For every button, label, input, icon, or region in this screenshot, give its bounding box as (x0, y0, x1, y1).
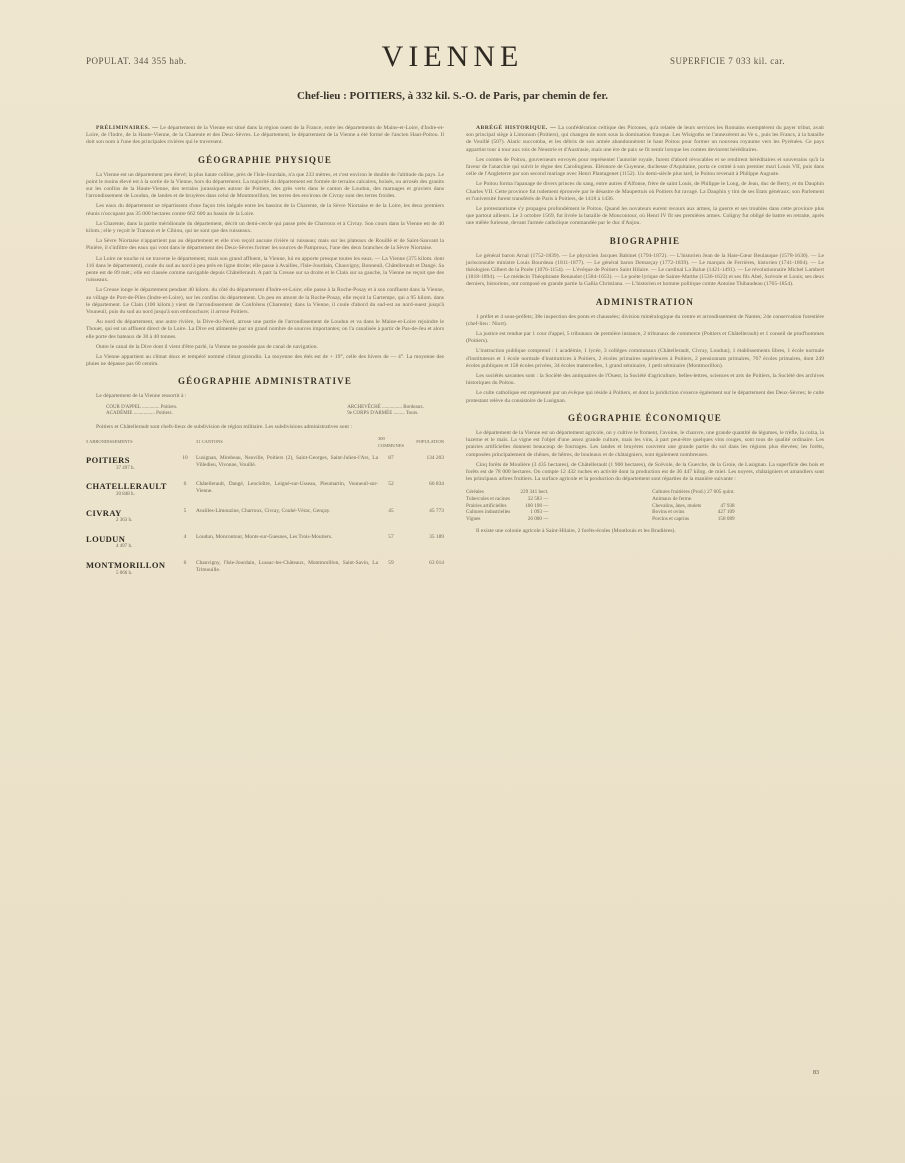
stat-value: 229 341 hect. (520, 489, 549, 496)
historique-paragraph: Le Poitou forma l'apanage de divers princes du sang, entre autres d'Alfonse, frère de saint Louis, de Philippe le Long, de Jean, duc de Berry, et du Dauphin Charles VII. Cette province fut rudement éprouvée par le désastre de Maupertuis où Poitiers fut ravagé. La Dauphin y tint de ses Etats généraux; son Parlement et l'université furent transférés de Paris à Poitiers, de 1418 à 1436. (466, 181, 824, 202)
stat-row (466, 516, 548, 523)
administration-paragraph: Le culte catholique est représenté par un évêque qui réside à Poitiers, et dont la juridiction s'exerce également sur le département des Deux-Sèvres; le culte protestant relève du consistoire de Lusignan. (466, 390, 824, 404)
stat-row (466, 496, 548, 503)
table-header: 300 COMMUNES (377, 435, 404, 449)
table-header: POPULATION (416, 439, 444, 445)
administration-paragraph: La justice est rendue par 1 cour d'appel, 5 tribunaux de première instance, 2 tribunaux de commerce (Poitiers et Châtellerault) et 1 conseil de prud'hommes (Poitiers). (466, 331, 824, 345)
table-header: 5 ARRONDISSEMENTS (86, 439, 133, 445)
historique-paragraph: Les comtes de Poitou, gouverneurs envoyés pour représenter l'autorité royale, furent d'abord révocables et se rendirent héréditaires et souverains qu'à la faveur de l'anarchie qui suivit le règne des Carolingiens. Eléonore de Guyenne, duchesse d'Aquitaine, porta ce comté à son premier mari Louis VII, puis dans celle de l'Angleterre par son second mariage avec Henri Plantagenet (1152). Un demi-siècle plus tard, le Poitou revenait à Philippe Auguste. (466, 156, 824, 178)
table-header: 31 CANTONS (196, 439, 223, 445)
section-title-economique: GÉOGRAPHIE ÉCONOMIQUE (568, 412, 722, 423)
jurisdiction-left: COUR D'APPEL .............. Poitiers. ACADÉMIE ................. Poitiers. (106, 404, 178, 417)
production-stats (466, 489, 824, 522)
stat-label: Cultures industrielles (466, 509, 511, 516)
physique-paragraph: Au nord du département, une autre rivière, la Dive-du-Nord, arrose une partie de l'arrondissement de Loudun et va dans le Maine-et-Loire rejoindre le Thouet, qui est un affluent direct de la Loire. La Dive est alimentée par un grand nombre de sources importantes; on l'a canalisée à partir de Pas-de-Jeu et alors elle porte des bateaux de 30 à 40 tonnes. (86, 319, 444, 340)
administration-paragraph: 1 préfet et 4 sous-préfets; 38e inspection des ponts et chaussées; division minéralogique du centre et arrondissement de Nantes; 24e conservation forestière (chef-lieu : Niort). (466, 313, 824, 327)
stat-row (466, 503, 548, 510)
physique-paragraph: La Vienne est un département peu élevé; la plus haute colline, près de l'Isle-Jourdain, n'a que 233 mètres, et c'est environ le double de l'altitude du pays. Le point le moins élevé est à la sortie de la Vienne, hors du département. La majorité du département est formée de terrains calcaires, boisés, ou arrosés des granits sur les confins de la Haute-Vienne, des terrains jurassiques autour de Poitiers, des grès verts dans le canton de Loudun, des marnages et graviers dans l'arrondissement de Loudun, de landes et de bruyères dans celui de Montmorillon; les terres des environs de Civray sont des terres froides. (86, 171, 444, 200)
stat-value: 100 198 — (525, 502, 549, 509)
physique-paragraph: La Loire ne touche ni ne traverse le département, mais son grand affluent, la Vienne, lui en apporte presque toutes les eaux. — La Vienne (375 kilom. dont 116 dans le département), coule du sud au nord à peu près en ligne droite; elle passe à Availles, l'Isle-Jourdain, Chauvigny, Bonneuil, Châtellerault et Dangé. Sa pente est de 89 mèt.; elle est classée comme navigable depuis Châtellerault. A part la Creuse sur sa droite et le Clain sur sa gauche, la Vienne ne reçoit que des ruisseaux. (86, 255, 444, 284)
canton-list: Châtellerault, Dangé, Lencloître, Leigné-sur-Usseau, Pleumartin, Vouneuil-sur-Vienne. (196, 481, 378, 495)
table-row (86, 531, 444, 557)
stat-label: Bovins et ovins (652, 509, 685, 516)
physique-paragraph: Outre le canal de la Dive dont il vient d'être parlé, la Vienne ne possède pas de canal de navigation. (96, 343, 318, 350)
table-header-row (86, 435, 444, 452)
arrondissement-name: CIVRAY (86, 507, 122, 518)
stat-label: Céréales (466, 489, 484, 496)
arrondissement-pop: 20 848 h. (116, 492, 135, 498)
population-total: 63 014 (429, 560, 444, 567)
table-row (86, 452, 444, 478)
arrondissement-pop: 5 066 h. (116, 570, 133, 576)
page-number: 83 (813, 1070, 819, 1076)
right-column (466, 125, 824, 538)
historique-paragraph: Le protestantisme s'y propagea profondément le Poitou. Quand les novateurs eurent recours aux armes, la guerre et ses troubles dans cette province plus que partout ailleurs. Le 3 octobre 1569, fut livrée la bataille de Moncontour, où Henri IV fit ses premières armes. Coligny fut obligé de battre en retraite, après une mêlée furieuse, devant l'armée catholique commandée par le duc d'Anjou. (466, 206, 824, 227)
jurisdiction-right: ARCHEVÊCHÉ ................ Bordeaux. 9e CORPS D'ARMÉE ......... Tours. (347, 404, 424, 417)
economique-paragraph: Il existe une colonie agricole à Saint-Hilaire, 2 forêts-écoles (Montlouis et les Bradières). (476, 528, 676, 535)
commune-count: 45 (388, 507, 394, 514)
commune-count: 57 (388, 533, 394, 540)
table-row (86, 478, 444, 504)
arrondissement-name: LOUDUN (86, 533, 126, 544)
canton-count: 6 (183, 560, 187, 567)
stat-label: Vignes (466, 515, 481, 522)
canton-count: 4 (183, 533, 187, 540)
stat-row (652, 496, 734, 503)
stat-label: Animaux de ferme. (652, 495, 693, 502)
stat-row (652, 489, 734, 496)
arrondissements-table (86, 435, 444, 583)
table-row (86, 557, 444, 583)
physique-paragraph: La Vienne appartient au climat doux et tempéré nommé climat girondin. La moyenne des étés est de + 19°, celle des hivers de — 4°. La moyenne des pluies ne dépasse pas 60 centim. (86, 354, 444, 368)
commune-count: 52 (388, 481, 394, 488)
commune-count: 87 (388, 455, 394, 462)
stat-row (466, 509, 548, 516)
page-title: VIENNE (381, 40, 524, 73)
physique-paragraph: La Charente, dans la partie méridionale du département, décrit un demi-cercle qui passe près de Charroux et à Civray. Son cours dans la Vienne est de 40 kilom.; elle y reçoit le Transon et le Cibiou, qui ne sont que des ruisseaux. (86, 220, 444, 235)
stat-row (652, 509, 734, 516)
canton-list: Chauvigny, l'Isle-Jourdain, Lussac-les-Châteaux, Montmorillon, Saint-Savin, La Trimouille. (196, 560, 378, 573)
stat-value: 427 109 (717, 509, 735, 516)
stat-row (652, 503, 734, 510)
stat-row (466, 489, 548, 496)
stat-label: Cultures fruitières (Prod.) (652, 489, 706, 496)
section-title-physique: GÉOGRAPHIE PHYSIQUE (197, 154, 333, 165)
stat-label: Porcins et caprins (652, 515, 690, 522)
administration-paragraph: L'instruction publique comprend : 1 académie, 1 lycée, 3 collèges communaux (Châtellerault, Civray, Loudun), 1 établissements libres, 1 école normale d'instituteurs et 1 école normale d'institutrices à Poitiers, 2 écoles primaires supérieures à Poitiers, 2 pensionnats primaires, 767 écoles primaires, dont 249 écoles publiques et 158 écoles privées, 34 écoles maternelles, 1 grand séminaire, 1 petit séminaire (Montmorillon). (466, 348, 824, 369)
canton-count: 10 (182, 455, 188, 462)
canton-list: Lusignan, Mirebeau, Neuville, Poitiers (2), Saint-Georges, Saint-Julien-l'Ars, La Villedieu, Vivonne, Vouillé. (196, 455, 378, 468)
stats-right-column (652, 489, 824, 522)
jurisdiction-notes (106, 405, 424, 418)
canton-list: Availles-Limouzine, Charroux, Civray, Couhé-Vérac, Gençay. (196, 507, 331, 514)
commune-count: 59 (388, 560, 394, 567)
section-title-administration: ADMINISTRATION (595, 296, 695, 307)
population-total: 45 773 (429, 507, 444, 514)
population-total: 66 834 (429, 481, 444, 488)
arrondissement-name: POITIERS (86, 455, 130, 466)
stat-value: 32 583 — (527, 495, 549, 502)
economique-paragraph: Le département de la Vienne est un département agricole, on y cultive le froment, l'avoine, le chanvre, une grande quantité de légumes, le trèfle, la colza, la luzerne et le maïs. La vigne est l'objet d'une assez grande culture, mais les vins, à part peut-être quelques vins rouges, sont tous de qualité ordinaire. Les prairies artificielles donnent beaucoup de fourrages. Les landes et bruyères couvrent une grande partie du sol dans les régions plus élevées; les forêts, composées principalement de chênes, de hêtres, de bouleaux et de châtaigniers, sont également nombreuses. (466, 429, 824, 458)
left-column (86, 125, 444, 583)
preliminaires-lead: PRÉLIMINAIRES. — (96, 125, 159, 131)
section-title-administrative: GÉOGRAPHIE ADMINISTRATIVE (177, 376, 353, 387)
stat-row (652, 516, 734, 523)
stat-label: Chevalins, ânes, mulets (652, 502, 702, 509)
arrondissement-pop: 37 497 h. (116, 465, 135, 471)
admin-intro: Le département de la Vienne ressortit à : (96, 393, 187, 400)
historique-text: La confédération celtique des Pictones, qu'a relatée de leurs services les Romains exemptèrent du payer tribut, avait son principal siège à Limonum (Poitiers), qui changea de nom sous la domination franque. Les Wisigoths se l'annexèrent au Ve s., puis les Francs, à la bataille de Vouillé (507). Alaric succomba, et les débris de son armée abandonnèrent le haut Poitou pour former un nouveau royaume vers les Pyrénées. Ce pays appartint tour à tour aux rois de Neustrie et d'Austrasie, mais une ère de paix se fit sentir lorsque les comtes devinrent héréditaires. (466, 125, 824, 153)
section-title-biographie: BIOGRAPHIE (609, 235, 681, 246)
admin-intro-2: Poitiers et Châtellerault sont chefs-lieux de subdivision de région militaire. Les subdivisions administratives sont : (96, 423, 352, 430)
arrondissement-pop: 4 497 h. (116, 544, 133, 550)
stats-left-column (466, 489, 638, 522)
historique-lead: ABRÉGÉ HISTORIQUE. — (476, 125, 557, 131)
stat-label: Prairies artificielles (466, 502, 507, 509)
population-total: 35 189 (429, 533, 444, 540)
biographie-paragraph: Le général baron Arnal (1752-1839). — Le physicien Jacques Babinet (1794-1872). — L'historien Jean de la Haie-Cœur Beulauque (1578-1630). — Le jurisconsulte ministre Louis Bourdeau (1811-1877). — Le général baron Demarçay (1772-1839). — Le marquis de Ferrières, historien (1741-1804). — Le théologien Gilbert de la Porée (1076-1154). — L'évêque de Poitiers Saint Hilaire. — Le cardinal La Balue (1421-1491). — Le révolutionnaire Michel Lambert (1818-1894). — Le médecin Théophraste Renaudot (1584-1653). — Le poète lyrique de Sainte-Marthe (1536-1623) et ses fils Abel, Scévole et Louis; ses deux derniers, historiens, ont composé en grande partie la Gallia Christiana. — L'historien et homme politique comte Antoine Thibaudeau (1765-1854). (466, 252, 824, 288)
stat-value: 47 938 (720, 502, 735, 509)
table-row (86, 505, 444, 531)
population-label: POPULAT. 344 355 hab. (86, 56, 187, 66)
arrondissement-name: CHATELLERAULT (86, 481, 167, 492)
preliminaires-text: Le département de la Vienne est situé dans la région ouest de la France, entre les départements de Maine-et-Loire, d'Indre-et-Loire, de l'Indre, de la Haute-Vienne, de la Charente et des Deux-Sèvres. Le département, le département de la Vienne a été formé de l'ancien Haut-Poitou. Il doit son nom à l'une des principales rivières qui le traversent. (86, 125, 444, 146)
preliminaires-paragraph (86, 125, 444, 147)
stat-value: 1 093 — (530, 509, 549, 516)
stat-label: Tubercules et racines (466, 495, 510, 502)
stat-value: 26 000 — (527, 515, 549, 522)
physique-paragraph: Les eaux du département se répartissent d'une façon très inégale entre les bassins de la Charente, de la Sèvre Niortaise et de la Loire, les deux premiers réunis n'occupant pas 35 000 hectares contre 662 600 au bassin de la Loire. (86, 203, 444, 217)
population-total: 134 203 (426, 455, 444, 462)
physique-paragraph: La Sèvre Niortaise n'appartient pas au département et elle n'en reçoit aucune rivière ni ruisseau; mais sur les plateaux de Rouillé et de Saint-Sauvant la Pinière, il s'infiltre des eaux qui vont dans le département des Deux-Sèvres former les sources de Pamproux, l'une des deux branches de la Sèvre Niortaise. (86, 238, 444, 252)
arrondissement-name: MONTMORILLON (86, 560, 166, 571)
stat-value: 27 005 quint. (707, 489, 735, 496)
arrondissement-pop: 2 363 h. (116, 518, 133, 524)
page-subtitle: Chef-lieu : POITIERS, à 332 kil. S.-O. de Paris, par chemin de fer. (296, 90, 609, 102)
canton-count: 5 (183, 507, 187, 514)
historique-paragraph (466, 125, 824, 154)
table-header (174, 435, 196, 452)
stat-value: 158 089 (717, 515, 735, 522)
economique-paragraph: Cinq forêts de Moulière (3 435 hectares), de Châtellerault (1 900 hectares), de Scévole, de la Guerche, de la Groie, de Lusignan. La superficie des bois et forêts est de 78 000 hectares. On compte 12 432 ruches en activité dont la production est de 36 447 kilog. de miel. Les noyers, châtaigniers et amandiers sont les principaux arbres fruitiers. La surface agricole et la production du département sont réparties de la manière suivante : (466, 461, 824, 483)
physique-paragraph: La Creuse longe le département pendant 40 kilom. du côté du département d'Indre-et-Loire; elle passe à la Roche-Posay et à son confluent dans la Vienne, au village de Port-de-Piles (Indre-et-Loire), sur les confins du département. Un peu en amont de la Roche-Posay, elle reçoit la Gartempe, qui a 95 kilom. dans le département. Le Clain (100 kilom.) vient de l'arrondissement de Confolens (Charente); dans la Vienne, il coule d'abord du sud-est au nord-ouest jusqu'à Vouneuil, puis du sud au nord jusqu'à son embouchure; il arrose Poitiers. (86, 287, 444, 316)
superficie-label: SUPERFICIE 7 033 kil. car. (669, 56, 785, 66)
administration-paragraph: Les sociétés savantes sont : la Société des antiquaires de l'Ouest, la Société d'agriculture, belles-lettres, sciences et arts de Poitiers, la Société des archives historiques du Poitou. (466, 373, 824, 387)
canton-count: 6 (183, 481, 187, 488)
canton-list: Loudun, Moncontour, Monts-sur-Guesnes, Les Trois-Moutiers. (196, 533, 333, 540)
